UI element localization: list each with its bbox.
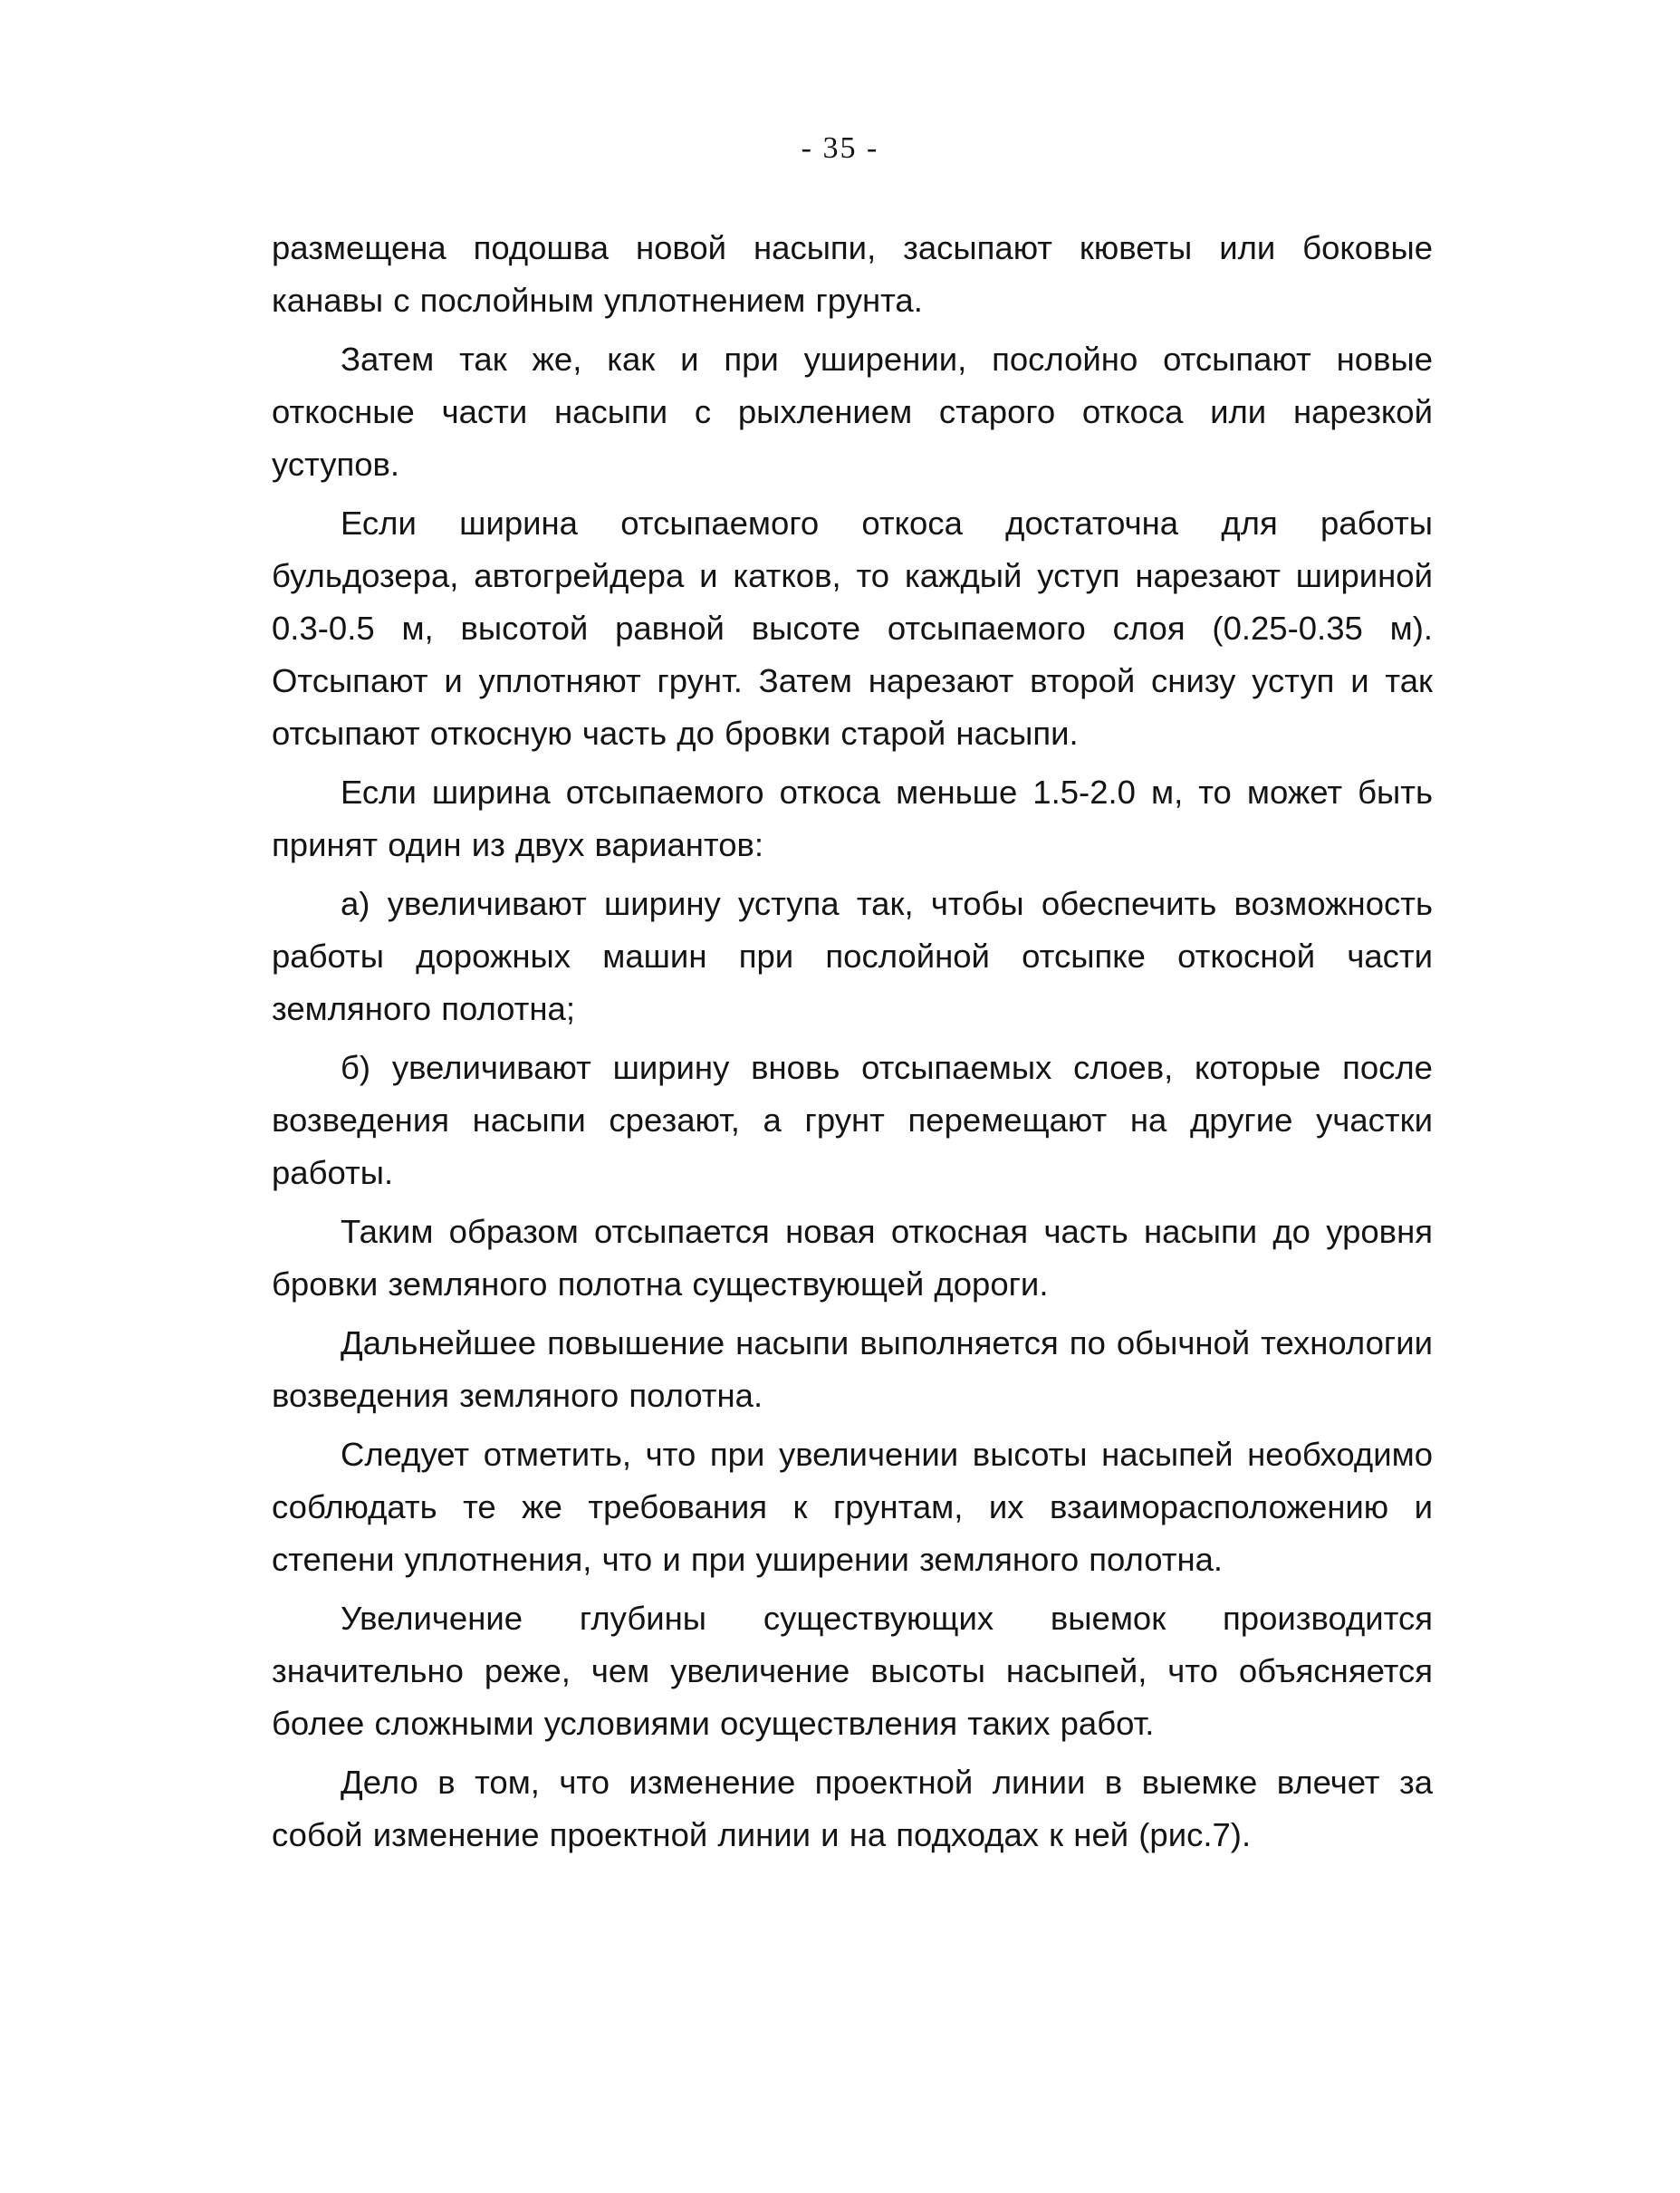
paragraph: Следует отметить, что при увеличении высоты насыпей необходимо соблюдать те же требования к грунтам, их взаиморасположению и степени уплотнения, что и при уширении земляного полотна. <box>272 1436 1433 1578</box>
paragraph: Дальнейшее повышение насыпи выполняется по обычной технологии возведения земляного полотна. <box>272 1324 1433 1414</box>
list-item-b: б) увеличивают ширину вновь отсыпаемых слоев, которые после возведения насыпи срезают, а грунт перемещают на другие участки работы. <box>272 1049 1433 1191</box>
paragraph: Если ширина отсыпаемого откоса меньше 1.5-2.0 м, то может быть принят один из двух вариантов: <box>272 774 1433 863</box>
paragraph: Затем так же, как и при уширении, послойно отсыпают новые откосные части насыпи с рыхлением старого откоса или нарезкой уступов. <box>272 341 1433 483</box>
paragraph: Если ширина отсыпаемого откоса достаточна для работы бульдозера, автогрейдера и катков, то каждый уступ нарезают шириной 0.3-0.5 м, высотой равной высоте отсыпаемого слоя (0.25-0.35 м). Отсыпают и уплотняют грунт. Затем нарезают второй снизу уступ и так отсыпают откосную часть до бровки старой насыпи. <box>272 505 1433 752</box>
document-body <box>272 222 1433 1868</box>
paragraph: Увеличение глубины существующих выемок производится значительно реже, чем увеличение высоты насыпей, что объясняется более сложными условиями осуществления таких работ. <box>272 1600 1433 1742</box>
paragraph: Дело в том, что изменение проектной линии в выемке влечет за собой изменение проектной линии и на подходах к ней (рис.7). <box>272 1764 1433 1853</box>
list-item-a: а) увеличивают ширину уступа так, чтобы обеспечить возможность работы дорожных машин при послойной отсыпке откосной части земляного полотна; <box>272 885 1433 1027</box>
paragraph-continuation: размещена подошва новой насыпи, засыпают кюветы или боковые канавы с послойным уплотнением грунта. <box>272 229 1433 319</box>
paragraph: Таким образом отсыпается новая откосная часть насыпи до уровня бровки земляного полотна существующей дороги. <box>272 1213 1433 1303</box>
page-number: - 35 - <box>801 131 879 165</box>
